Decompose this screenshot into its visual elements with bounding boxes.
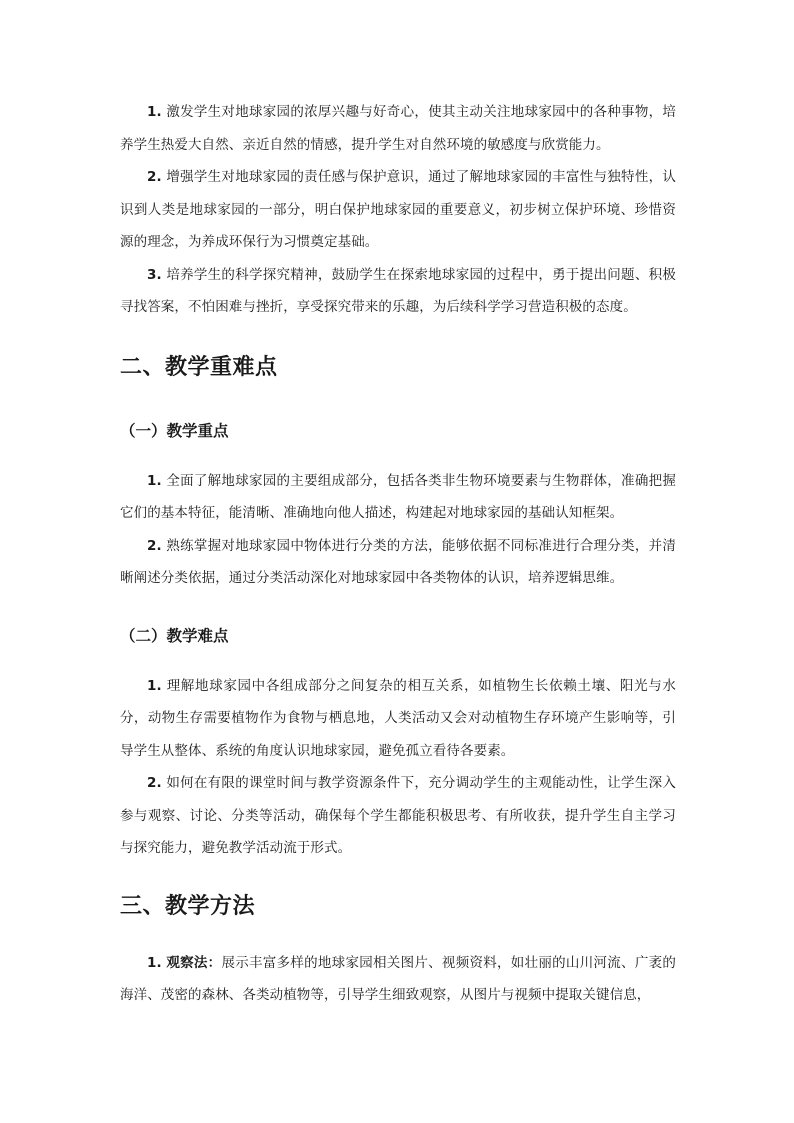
paragraph-text: 如何在有限的课堂时间与教学资源条件下，充分调动学生的主观能动性，让学生深入参与观察、讨论、分类等活动，确保每个学生都能积极思考、有所收获，提升学生自主学习与探究能力，避免教学活动流于形式。 bbox=[120, 775, 676, 856]
paragraph-number: 1. bbox=[147, 677, 162, 694]
paragraph-text: 激发学生对地球家园的浓厚兴趣与好奇心，使其主动关注地球家园中的各种事物，培养学生热爱大自然、亲近自然的情感，提升学生对自然环境的敏感度与欣赏能力。 bbox=[120, 104, 676, 153]
paragraph-number: 3. bbox=[147, 266, 162, 283]
difficult-points-list bbox=[120, 670, 676, 865]
goal-paragraph-2 bbox=[120, 161, 676, 259]
goal-paragraph-1 bbox=[120, 96, 676, 161]
method-paragraph-1 bbox=[120, 947, 676, 1012]
key-points-list bbox=[120, 465, 676, 595]
difficult-point-paragraph-2 bbox=[120, 767, 676, 865]
section-heading-teaching-methods: 三、教学方法 bbox=[120, 893, 256, 919]
paragraph-text: 展示丰富多样的地球家园相关图片、视频资料，如壮丽的山川河流、广袤的海洋、茂密的森林、各类动植物等，引导学生细致观察，从图片与视频中提取关键信息， bbox=[120, 954, 676, 1003]
paragraph-text: 增强学生对地球家园的责任感与保护意识，通过了解地球家园的丰富性与独特性，认识到人类是地球家园的一部分，明白保护地球家园的重要意义，初步树立保护环境、珍惜资源的理念，为养成环保行为习惯奠定基础。 bbox=[120, 169, 676, 250]
key-point-paragraph-2 bbox=[120, 530, 676, 595]
paragraph-text: 理解地球家园中各组成部分之间复杂的相互关系，如植物生长依赖土壤、阳光与水分，动物生存需要植物作为食物与栖息地，人类活动又会对动植物生存环境产生影响等，引导学生从整体、系统的角度认识地球家园，避免孤立看待各要素。 bbox=[120, 677, 676, 759]
section-heading-key-difficult-points: 二、教学重难点 bbox=[120, 354, 278, 380]
method-term: 观察法： bbox=[166, 954, 222, 971]
subsection-heading-key-points: （一）教学重点 bbox=[120, 421, 229, 440]
paragraph-text: 全面了解地球家园的主要组成部分，包括各类非生物环境要素与生物群体，准确把握它们的基本特征，能清晰、准确地向他人描述，构建起对地球家园的基础认知框架。 bbox=[120, 472, 676, 521]
document-content bbox=[120, 96, 676, 1012]
paragraph-number: 1. bbox=[147, 104, 162, 120]
paragraph-number: 2. bbox=[147, 775, 162, 791]
key-point-paragraph-1 bbox=[120, 465, 676, 530]
goal-list bbox=[120, 96, 676, 324]
methods-list bbox=[120, 947, 676, 1012]
paragraph-number: 1. bbox=[147, 472, 162, 489]
subsection-heading-difficult-points: （二）教学难点 bbox=[120, 626, 229, 645]
difficult-point-paragraph-1 bbox=[120, 670, 676, 768]
paragraph-text: 熟练掌握对地球家园中物体进行分类的方法，能够依据不同标准进行合理分类，并清晰阐述分类依据，通过分类活动深化对地球家园中各类物体的认识，培养逻辑思维。 bbox=[120, 537, 676, 586]
paragraph-text: 培养学生的科学探究精神，鼓励学生在探索地球家园的过程中，勇于提出问题、积极寻找答案，不怕困难与挫折，享受探究带来的乐趣，为后续科学学习营造积极的态度。 bbox=[120, 266, 676, 315]
paragraph-number: 2. bbox=[147, 537, 162, 554]
paragraph-number: 1. bbox=[147, 954, 162, 971]
goal-paragraph-3 bbox=[120, 259, 676, 324]
paragraph-number: 2. bbox=[147, 169, 162, 185]
